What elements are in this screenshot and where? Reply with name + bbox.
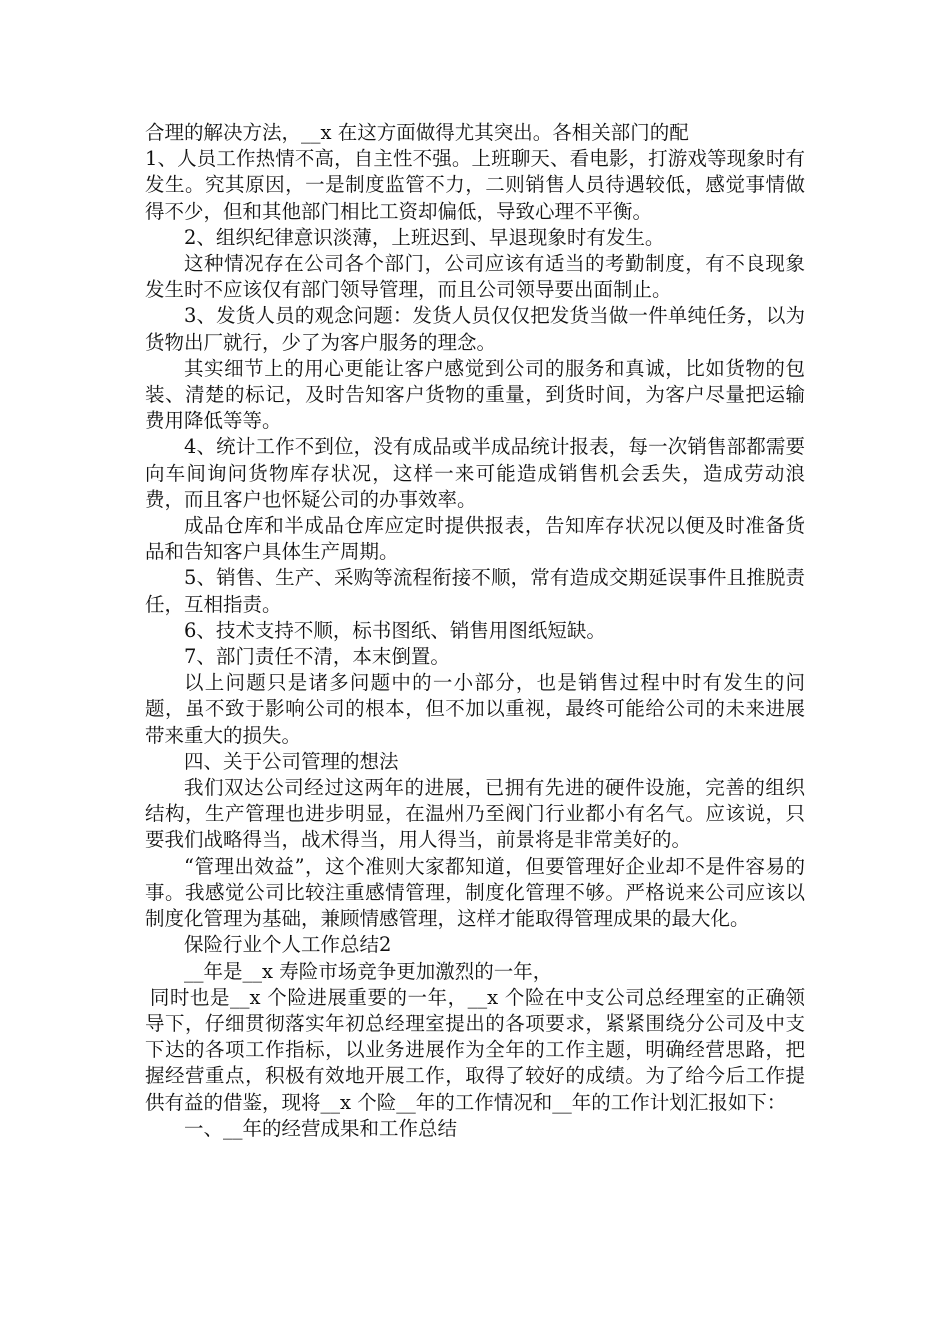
paragraph-2: 1、人员工作热情不高，自主性不强。上班聊天、看电影，打游戏等现象时有发生。究其原因，一是制度监管不力，二则销售人员待遇较低，感觉事情做得不少，但和其他部门相比工资却偏低，导致心理不平衡。: [145, 147, 805, 223]
paragraph-15: “管理出效益”，这个准则大家都知道，但要管理好企业却不是件容易的事。我感觉公司比较注重感情管理，制度化管理不够。严格说来公司应该以制度化管理为基础，兼顾情感管理，这样才能取得管理成果的最大化。: [145, 854, 805, 931]
section-heading-1: 一、__年的经营成果和工作总结: [184, 1116, 458, 1140]
paragraph-12: 以上问题只是诸多问题中的一小部分，也是销售过程中时有发生的问题，虽不致于影响公司的根本，但不加以重视，最终可能给公司的未来进展带来重大的损失。: [145, 671, 805, 747]
paragraph-6: 其实细节上的用心更能让客户感觉到公司的服务和真诚，比如货物的包装、清楚的标记，及时告知客户货物的重量，到货时间，为客户尽量把运输费用降低等等。: [145, 356, 805, 433]
paragraph-3: 2、组织纪律意识淡薄，上班迟到、早退现象时有发生。: [184, 225, 665, 249]
paragraph-4: 这种情况存在公司各个部门，公司应该有适当的考勤制度，有不良现象发生时不应该仅有部门领导管理，而且公司领导要出面制止。: [145, 252, 805, 302]
paragraph-17: __年是__x 寿险市场竞争更加激烈的一年，: [184, 959, 553, 983]
document-title-2: 保险行业个人工作总结2: [184, 933, 392, 957]
section-heading-4: 四、关于公司管理的想法: [184, 749, 399, 773]
document-body: [145, 120, 805, 1142]
paragraph-10: 6、技术支持不顺，标书图纸、销售用图纸短缺。: [184, 618, 606, 642]
paragraph-8: 成品仓库和半成品仓库应定时提供报表，告知库存状况以便及时准备货品和告知客户具体生产周期。: [145, 514, 805, 564]
paragraph-18: 同时也是__x 个险进展重要的一年，__x 个险在中支公司总经理室的正确领导下，仔细贯彻落实年初总经理室提出的各项要求，紧紧围绕分公司及中支下达的各项工作指标，以业务进展作为全年的工作主题，明确经营思路，把握经营重点，积极有效地开展工作，取得了较好的成绩。为了给今后工作提供有益的借鉴，现将__x 个险__年的工作情况和__年的工作计划汇报如下：: [145, 985, 805, 1114]
paragraph-9: 5、销售、生产、采购等流程衔接不顺，常有造成交期延误事件且推脱责任，互相指责。: [145, 566, 805, 616]
paragraph-11: 7、部门责任不清，本末倒置。: [184, 645, 450, 669]
paragraph-14: 我们双达公司经过这两年的进展，已拥有先进的硬件设施，完善的组织结构，生产管理也进步明显，在温州乃至阀门行业都小有名气。应该说，只要我们战略得当，战术得当，用人得当，前景将是非常美好的。: [145, 776, 805, 852]
paragraph-5: 3、发货人员的观念问题：发货人员仅仅把发货当做一件单纯任务，以为货物出厂就行，少了为客户服务的理念。: [145, 304, 805, 354]
paragraph-7: 4、统计工作不到位，没有成品或半成品统计报表，每一次销售部都需要向车间询问货物库存状况，这样一来可能造成销售机会丢失，造成劳动浪费，而且客户也怀疑公司的办事效率。: [145, 435, 805, 511]
paragraph-1: 合理的解决方法，__x 在这方面做得尤其突出。各相关部门的配: [145, 121, 689, 144]
